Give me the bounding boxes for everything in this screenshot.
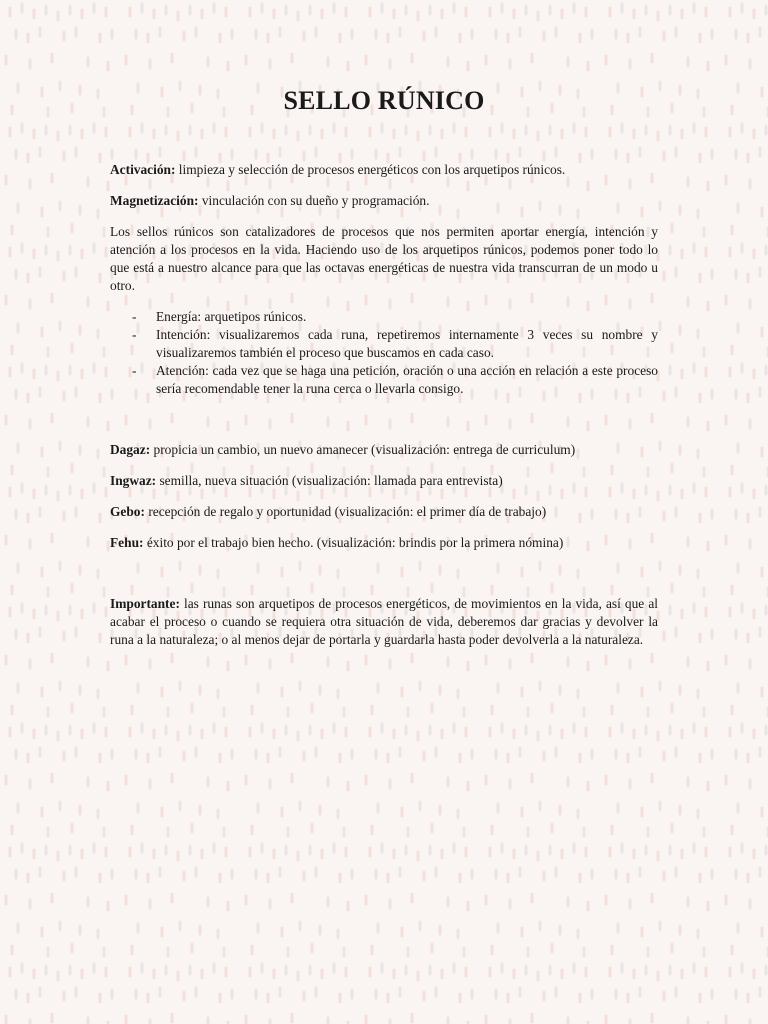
rune-text: recepción de regalo y oportunidad (visualización: el primer día de trabajo) bbox=[144, 504, 547, 519]
spacer bbox=[110, 565, 658, 595]
rune-text: éxito por el trabajo bien hecho. (visualización: brindis por la primera nómina) bbox=[143, 535, 564, 550]
list-item bbox=[110, 308, 658, 326]
rune-text: propicia un cambio, un nuevo amanecer (visualización: entrega de curriculum) bbox=[150, 442, 576, 457]
bullet-list bbox=[110, 308, 658, 398]
rune-gebo bbox=[110, 503, 658, 521]
term-text: vinculación con su dueño y programación. bbox=[198, 193, 430, 208]
term-label: Magnetización: bbox=[110, 193, 199, 208]
rune-name: Ingwaz: bbox=[110, 473, 157, 488]
rune-name: Dagaz: bbox=[110, 442, 151, 457]
list-item bbox=[110, 326, 658, 362]
intro-activation bbox=[110, 161, 658, 179]
important-note bbox=[110, 595, 658, 649]
bullet-dash: - bbox=[132, 309, 137, 324]
rune-text: semilla, nueva situación (visualización: llamada para entrevista) bbox=[156, 473, 503, 488]
bullet-dash: - bbox=[132, 363, 137, 378]
list-item-text: Energía: arquetipos rúnicos. bbox=[156, 309, 307, 324]
description-paragraph: Los sellos rúnicos son catalizadores de procesos que nos permiten aportar energía, intención y atención a los procesos en la vida. Haciendo uso de los arquetipos rúnicos, podemos poner todo lo que está a nuestro alcance para que las octavas energéticas de nuestra vida transcurran de un modo u otro. bbox=[110, 224, 658, 293]
rune-fehu bbox=[110, 534, 658, 552]
rune-ingwaz bbox=[110, 472, 658, 490]
rune-name: Gebo: bbox=[110, 504, 145, 519]
document-title: SELLO RÚNICO bbox=[283, 86, 485, 115]
rune-dagaz bbox=[110, 441, 658, 459]
term-text: limpieza y selección de procesos energéticos con los arquetipos rúnicos. bbox=[175, 162, 566, 177]
rune-name: Fehu: bbox=[110, 535, 144, 550]
important-label: Importante: bbox=[110, 596, 180, 611]
document-body bbox=[110, 161, 658, 662]
intro-magnetization bbox=[110, 192, 658, 210]
bullet-dash: - bbox=[132, 327, 137, 342]
list-item bbox=[110, 362, 658, 398]
list-item-text: Intención: visualizaremos cada runa, repetiremos internamente 3 veces su nombre y visualizaremos también el proceso que buscamos en cada caso. bbox=[156, 327, 658, 360]
term-label: Activación: bbox=[110, 162, 176, 177]
spacer bbox=[110, 411, 658, 441]
important-text: las runas son arquetipos de procesos energéticos, de movimientos en la vida, así que al acabar el proceso o cuando se requiera otra situación de vida, deberemos dar gracias y devolver la runa a la naturaleza; o al menos dejar de portarla y guardarla hasta poder devolverla a la naturaleza. bbox=[110, 596, 658, 647]
list-item-text: Atención: cada vez que se haga una petición, oración o una acción en relación a este proceso sería recomendable tener la runa cerca o llevarla consigo. bbox=[156, 363, 658, 396]
